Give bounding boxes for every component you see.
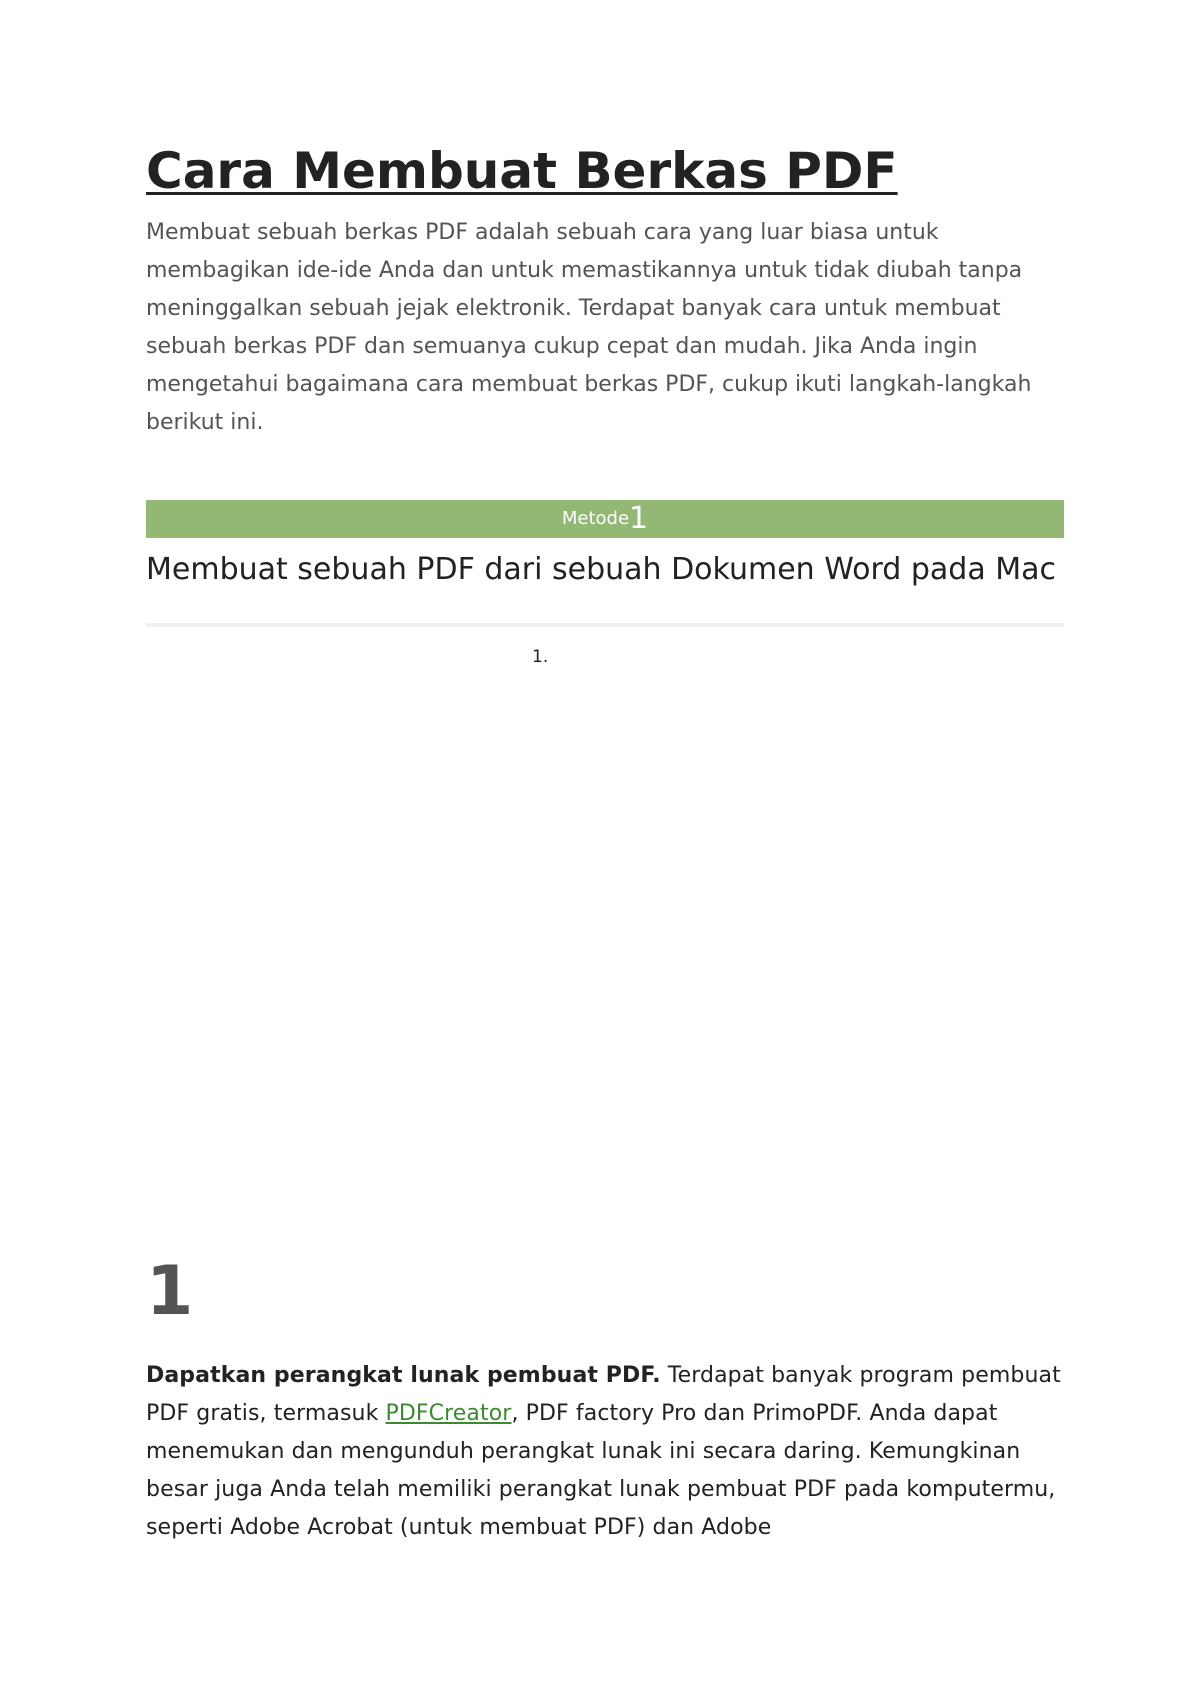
step-description — [146, 1357, 1064, 1547]
step-list-marker: 1. — [532, 647, 549, 667]
step-bold-text: Dapatkan perangkat lunak pembuat PDF. — [146, 1363, 661, 1388]
pdfcreator-link[interactable]: PDFCreator — [385, 1401, 512, 1426]
step-number: 1 — [146, 1252, 194, 1331]
method-title: Membuat sebuah PDF dari sebuah Dokumen Word pada Mac — [146, 552, 1057, 587]
section-divider — [146, 623, 1064, 627]
page-title: Cara Membuat Berkas PDF — [146, 142, 898, 200]
method-banner — [146, 500, 1064, 538]
method-label: Metode — [561, 508, 630, 529]
step-text-before-link: Terdapat banyak program pembuat PDF gratis, termasuk — [146, 1363, 1061, 1426]
step-text-after-link: , PDF factory Pro dan PrimoPDF. Anda dapat menemukan dan mengunduh perangkat lunak ini secara daring. Kemungkinan besar juga Anda telah memiliki perangkat lunak pembuat PDF pada komputermu, seperti Adobe Acrobat (untuk membuat PDF) dan Adobe — [146, 1401, 1056, 1540]
method-number: 1 — [629, 501, 649, 536]
intro-paragraph: Membuat sebuah berkas PDF adalah sebuah cara yang luar biasa untuk membagikan ide-ide Anda dan untuk memastikannya untuk tidak diubah tanpa meninggalkan sebuah jejak elektronik. Terdapat banyak cara untuk membuat sebuah berkas PDF dan semuanya cukup cepat dan mudah. Jika Anda ingin mengetahui bagaimana cara membuat berkas PDF, cukup ikuti langkah-langkah berikut ini. — [146, 220, 1032, 435]
